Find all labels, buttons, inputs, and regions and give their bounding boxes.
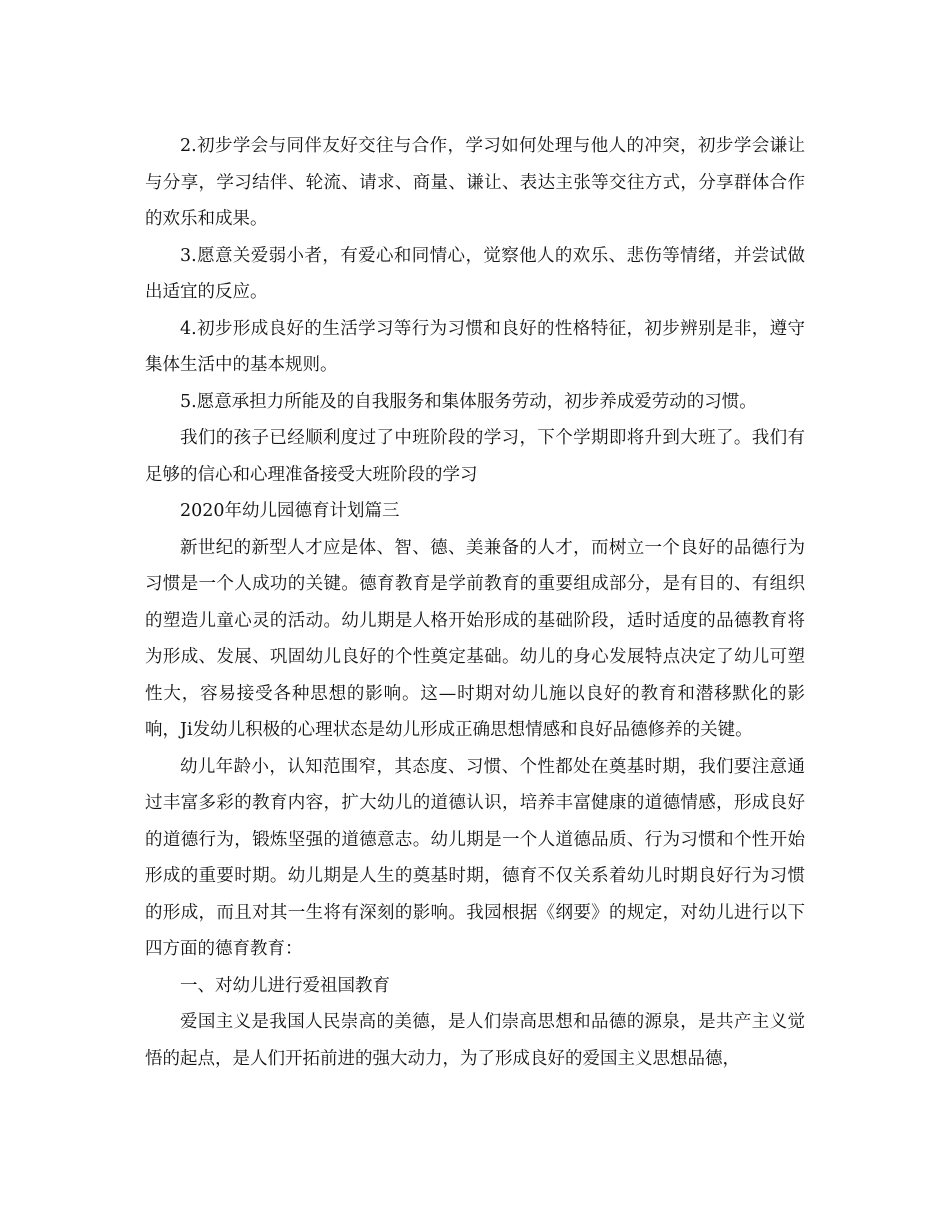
paragraph-intro: 新世纪的新型人才应是体、智、德、美兼备的人才，而树立一个良好的品德行为习惯是一个人成功的关键。德育教育是学前教育的重要组成部分，是有目的、有组织的塑造儿童心灵的活动。幼儿期是人格开始形成的基础阶段，适时适度的品德教育将为形成、发展、巩固幼儿良好的个性奠定基础。幼儿的身心发展特点决定了幼儿可塑性大，容易接受各种思想的影响。这—时期对幼儿施以良好的教育和潜移默化的影响，Ji发幼儿积极的心理状态是幼儿形成正确思想情感和良好品德修养的关键。 [145,537,805,740]
paragraph-patriotism: 爱国主义是我国人民崇高的美德，是人们崇高思想和品德的源泉，是共产主义觉悟的起点，是人们开拓前进的强大动力，为了形成良好的爱国主义思想品德， [145,1012,805,1069]
subsection-title: 一、对幼儿进行爱祖国教育 [180,975,390,996]
paragraph-item-3: 3.愿意关爱弱小者，有爱心和同情心，觉察他人的欢乐、悲伤等情绪，并尝试做出适宜的反应。 [145,245,805,302]
section-title: 2020年幼儿园德育计划篇三 [180,501,400,521]
paragraph-summary: 我们的孩子已经顺利度过了中班阶段的学习，下个学期即将升到大班了。我们有足够的信心和心理准备接受大班阶段的学习 [145,428,805,485]
paragraph-item-4: 4.初步形成良好的生活学习等行为习惯和良好的性格特征，初步辨别是非，遵守集体生活中的基本规则。 [145,318,805,375]
paragraph-item-5: 5.愿意承担力所能及的自我服务和集体服务劳动，初步养成爱劳动的习惯。 [180,391,757,412]
paragraph-item-2: 2.初步学会与同伴友好交往与合作，学习如何处理与他人的冲突，初步学会谦让与分享，学习结伴、轮流、请求、商量、谦让、表达主张等交往方式，分享群体合作的欢乐和成果。 [145,136,805,229]
document-body [145,128,805,1077]
paragraph-overview: 幼儿年龄小，认知范围窄，其态度、习惯、个性都处在奠基时期，我们要注意通过丰富多彩的教育内容，扩大幼儿的道德认识，培养丰富健康的道德情感，形成良好的道德行为，锻炼坚强的道德意志。幼儿期是一个人道德品质、行为习惯和个性开始形成的重要时期。幼儿期是人生的奠基时期，德育不仅关系着幼儿时期良好行为习惯的形成，而且对其一生将有深刻的影响。我园根据《纲要》的规定，对幼儿进行以下四方面的德育教育： [145,756,805,959]
